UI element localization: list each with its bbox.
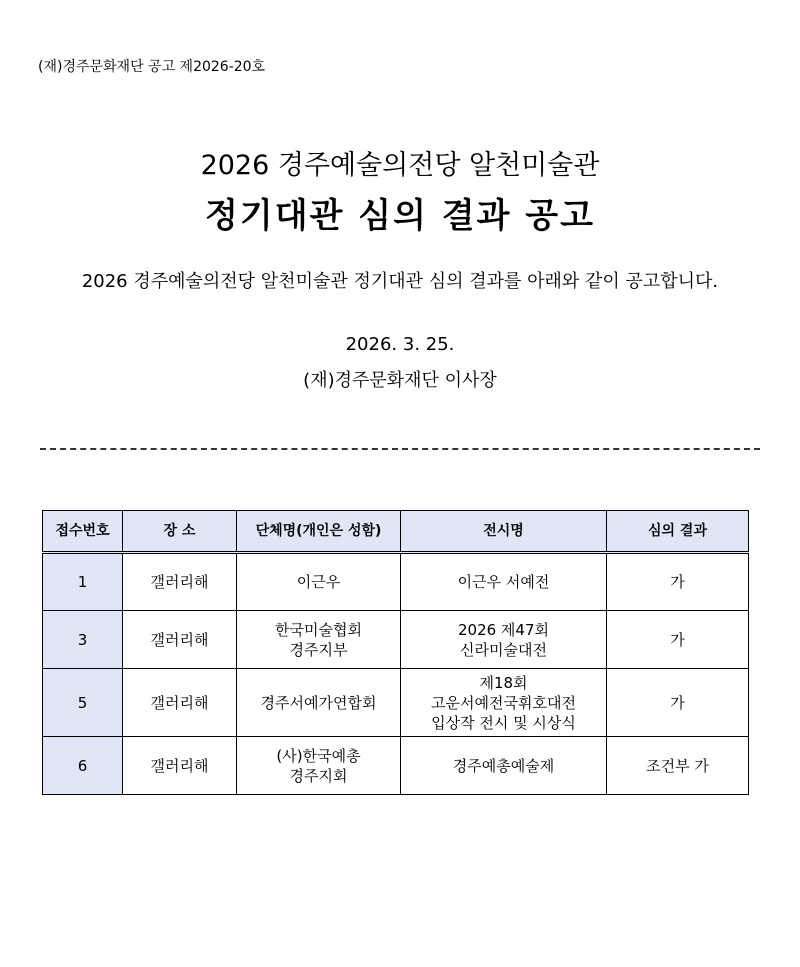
- organization-line: 한국미술협회: [275, 620, 362, 639]
- result: 조건부 가: [607, 737, 749, 795]
- exhibition: [401, 553, 607, 611]
- organization: [237, 737, 401, 795]
- organization-line: 경주서예가연합회: [260, 693, 377, 712]
- organization: [237, 553, 401, 611]
- place: 갤러리해: [123, 611, 237, 669]
- header-place: 장 소: [123, 511, 237, 553]
- organization: [237, 611, 401, 669]
- organization-line: 경주지부: [289, 640, 348, 659]
- organization-line: (사)한국예총: [276, 746, 361, 765]
- notice-number: (재)경주문화재단 공고 제2026-20호: [38, 59, 266, 75]
- exhibition: [401, 737, 607, 795]
- receipt-no: 1: [43, 553, 123, 611]
- header-result: 심의 결과: [607, 511, 749, 553]
- exhibition-line: 고운서예전국휘호대전: [431, 693, 576, 712]
- title-line-1: 2026 경주예술의전당 알천미술관: [200, 150, 600, 181]
- title-line-2: 정기대관 심의 결과 공고: [205, 196, 595, 236]
- header-exhibition: 전시명: [401, 511, 607, 553]
- receipt-no: 5: [43, 669, 123, 737]
- exhibition-line: 입상작 전시 및 시상식: [431, 713, 576, 732]
- result: 가: [607, 553, 749, 611]
- exhibition: [401, 611, 607, 669]
- table-row: [43, 669, 749, 737]
- exhibition-line: 경주예총예술제: [452, 756, 555, 775]
- organization: [237, 669, 401, 737]
- issuer: (재)경주문화재단 이사장: [303, 370, 497, 391]
- receipt-no: 3: [43, 611, 123, 669]
- table-header-row: [43, 511, 749, 553]
- result: 가: [607, 669, 749, 737]
- organization-line: 이근우: [296, 573, 341, 591]
- receipt-no: 6: [43, 737, 123, 795]
- result: 가: [607, 611, 749, 669]
- announcement-text: 2026 경주예술의전당 알천미술관 정기대관 심의 결과를 아래와 같이 공고합니다.: [81, 271, 719, 292]
- exhibition-line: 2026 제47회: [457, 620, 549, 639]
- exhibition-line: 제18회: [479, 673, 528, 692]
- table-row: [43, 737, 749, 795]
- exhibition-line: 이근우 서예전: [457, 573, 550, 591]
- place: 갤러리해: [123, 553, 237, 611]
- exhibition-line: 신라미술대전: [460, 640, 547, 659]
- table-row: [43, 553, 749, 611]
- results-table: [42, 510, 749, 795]
- dashed-divider: [40, 448, 760, 450]
- header-organization: 단체명(개인은 성함): [237, 511, 401, 553]
- header-receipt-no: 접수번호: [43, 511, 123, 553]
- announcement-date: 2026. 3. 25.: [345, 334, 455, 355]
- exhibition: [401, 669, 607, 737]
- place: 갤러리해: [123, 737, 237, 795]
- table-row: [43, 611, 749, 669]
- organization-line: 경주지회: [289, 766, 348, 785]
- place: 갤러리해: [123, 669, 237, 737]
